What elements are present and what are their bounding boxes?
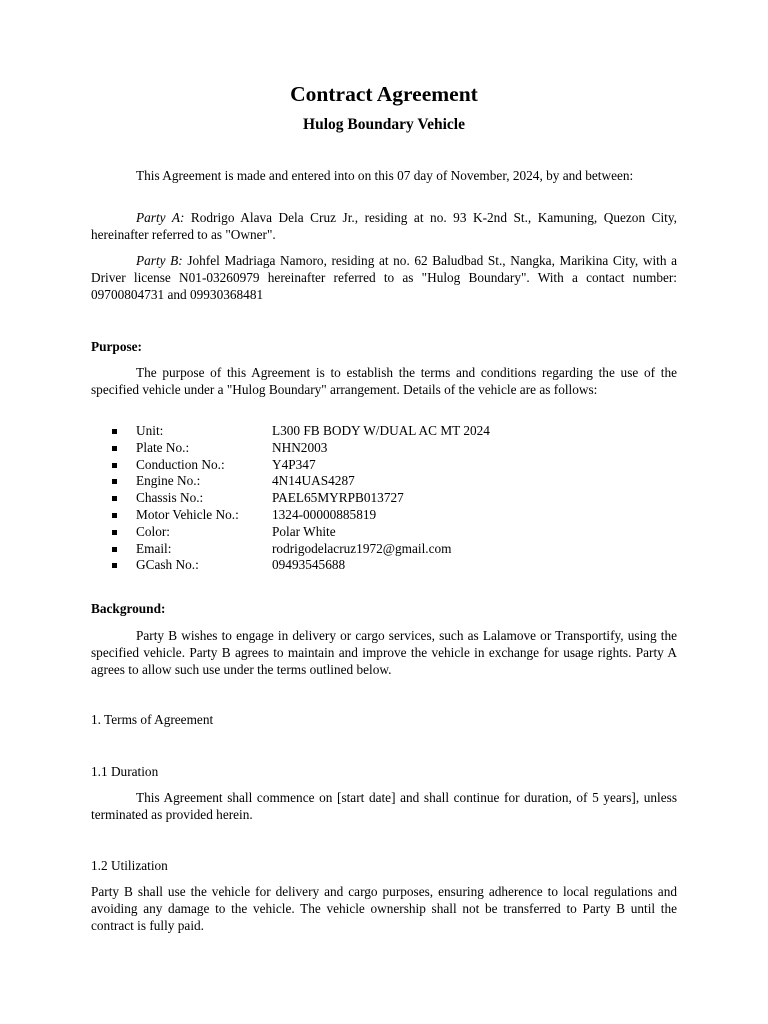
list-item	[91, 473, 677, 490]
bullet-icon	[112, 496, 117, 501]
detail-label: Email:	[136, 540, 172, 556]
detail-value: NHN2003	[272, 439, 328, 455]
list-item	[91, 557, 677, 574]
list-item	[91, 457, 677, 474]
purpose-heading: Purpose:	[91, 339, 142, 354]
detail-value: PAEL65MYRPB013727	[272, 490, 404, 506]
list-item	[91, 541, 677, 558]
detail-value: L300 FB BODY W/DUAL AC MT 2024	[272, 423, 490, 438]
detail-label: Motor Vehicle No.:	[136, 506, 239, 522]
bullet-icon	[112, 446, 117, 451]
document-title: Contract Agreement	[290, 82, 478, 106]
bullet-icon	[112, 479, 117, 484]
duration-paragraph: This Agreement shall commence on [start date] and shall continue for duration, of 5 years], unless terminated as provided herein.	[91, 790, 677, 822]
detail-label: Color:	[136, 523, 170, 539]
detail-label: Engine No.:	[136, 473, 201, 489]
bullet-icon	[112, 547, 117, 552]
document-subtitle: Hulog Boundary Vehicle	[303, 116, 465, 133]
detail-label: Conduction No.:	[136, 456, 225, 472]
bullet-icon	[112, 530, 117, 535]
utilization-paragraph: Party B shall use the vehicle for delivery and cargo purposes, ensuring adherence to local regulations and avoiding any damage to the vehicle. The vehicle ownership shall not be transferred to Party B until the contract is fully paid.	[91, 884, 677, 933]
bullet-icon	[112, 429, 117, 434]
purpose-paragraph: The purpose of this Agreement is to establish the terms and conditions regarding the use of the specified vehicle under a "Hulog Boundary" arrangement. Details of the vehicle are as follows:	[91, 365, 677, 397]
detail-value: Y4P347	[272, 456, 316, 472]
party-a-paragraph	[91, 209, 677, 243]
party-b-label: Party B:	[136, 253, 183, 268]
terms-heading: 1. Terms of Agreement	[91, 712, 214, 727]
list-item	[91, 440, 677, 457]
list-item	[91, 423, 677, 440]
detail-value: 4N14UAS4287	[272, 473, 355, 489]
background-paragraph: Party B wishes to engage in delivery or cargo services, such as Lalamove or Transportify, using the specified vehicle. Party B agrees to maintain and improve the vehicle in exchange for usage rights. Party A agrees to allow such use under the terms outlined below.	[91, 628, 677, 677]
detail-label: Plate No.:	[136, 439, 190, 455]
list-item	[91, 507, 677, 524]
detail-value: 09493545688	[272, 557, 346, 573]
bullet-icon	[112, 563, 117, 568]
party-b-paragraph	[91, 252, 677, 303]
party-a-text: Rodrigo Alava Dela Cruz Jr., residing at no. 93 K-2nd St., Kamuning, Quezon City, hereinafter referred to as "Owner".	[91, 210, 677, 242]
detail-value: 1324-00000885819	[272, 506, 377, 522]
background-heading: Background:	[91, 601, 166, 616]
duration-heading: 1.1 Duration	[91, 764, 159, 779]
utilization-heading: 1.2 Utilization	[91, 858, 168, 873]
bullet-icon	[112, 513, 117, 518]
vehicle-details-list	[91, 423, 677, 574]
detail-label: GCash No.:	[136, 557, 199, 573]
list-item	[91, 490, 677, 507]
party-b-text: Johfel Madriaga Namoro, residing at no. 62 Baludbad St., Nangka, Marikina City, with a Driver license N01-03260979 hereinafter referred to as "Hulog Boundary". With a contact number: 09700804731 and 09930368481	[91, 253, 677, 302]
party-a-label: Party A:	[136, 210, 185, 225]
list-item	[91, 524, 677, 541]
bullet-icon	[112, 463, 117, 468]
detail-label: Chassis No.:	[136, 490, 204, 506]
detail-value: Polar White	[272, 523, 336, 539]
detail-value: rodrigodelacruz1972@gmail.com	[272, 540, 452, 556]
intro-paragraph: This Agreement is made and entered into on this 07 day of November, 2024, by and between:	[136, 168, 634, 183]
detail-label: Unit:	[136, 423, 164, 438]
